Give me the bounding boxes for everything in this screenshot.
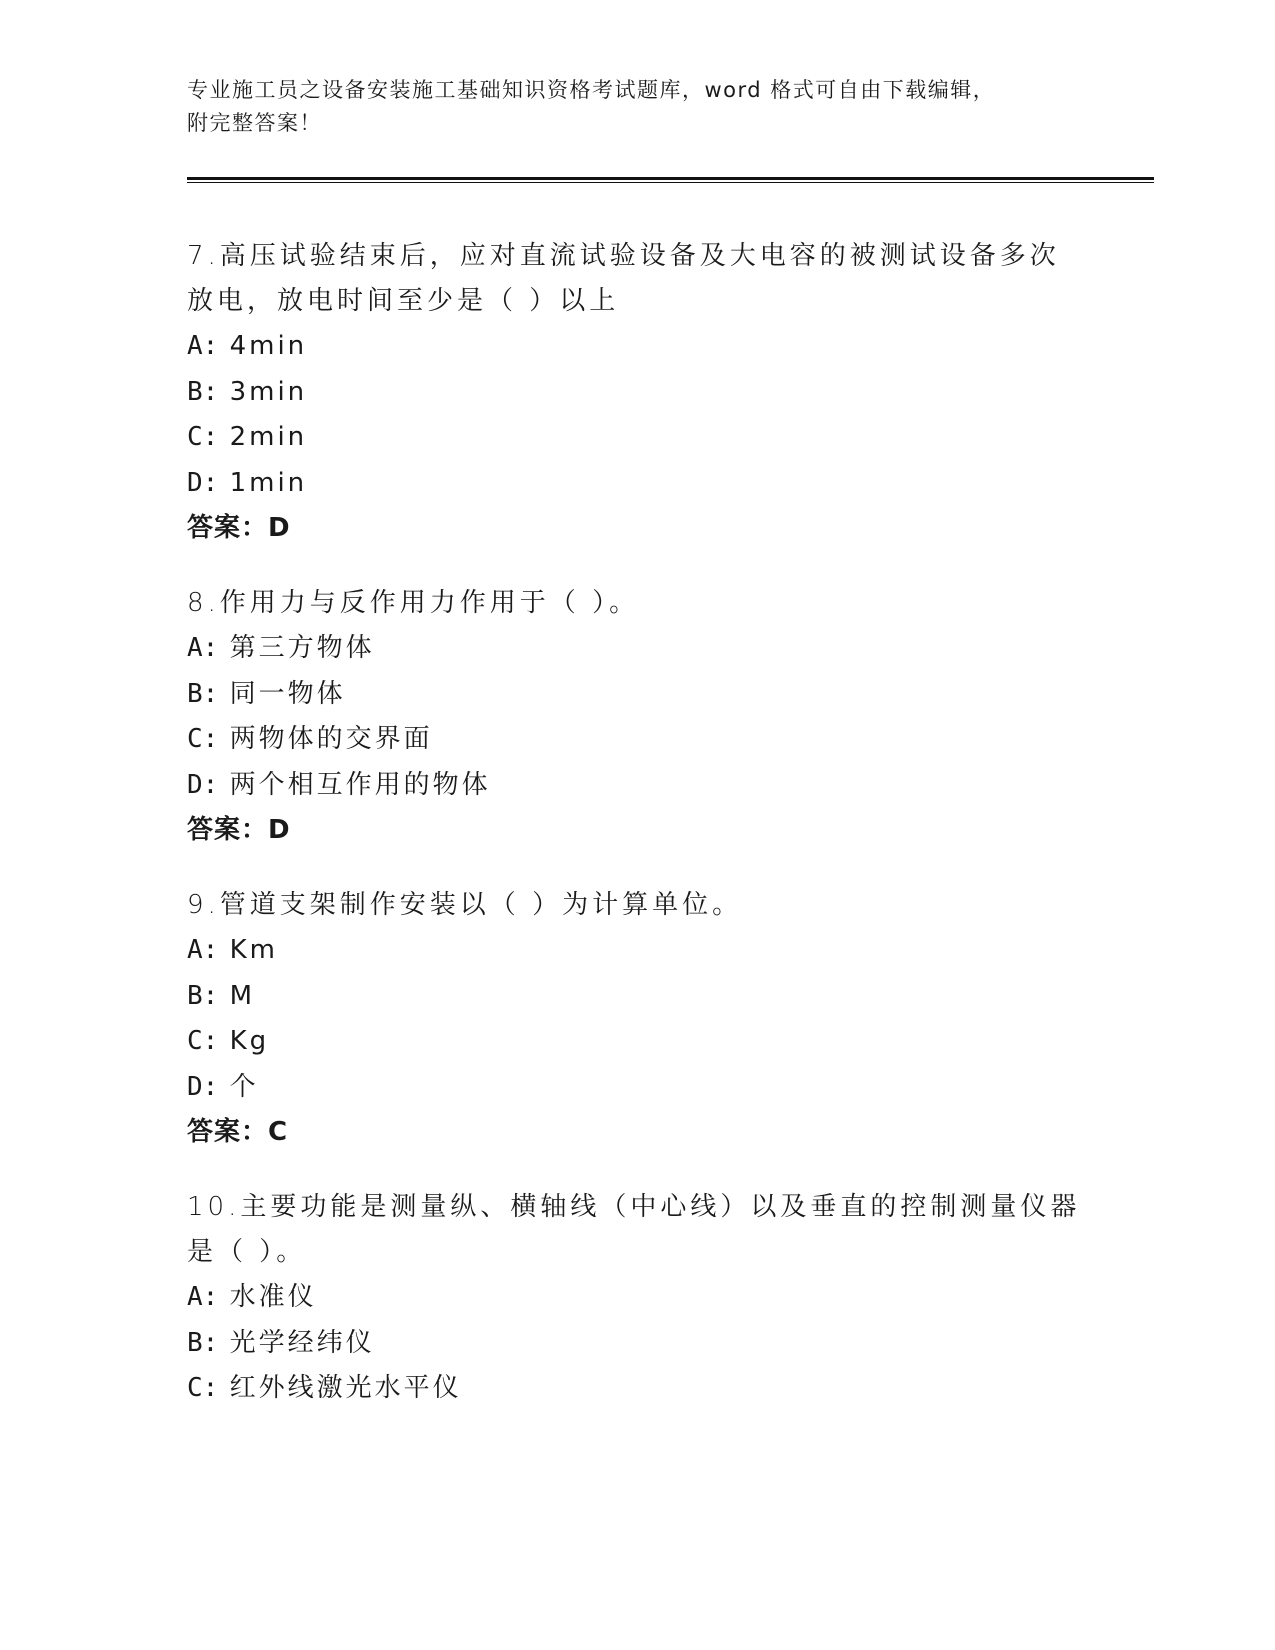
option-text: 水准仪: [229, 1282, 317, 1312]
option-c: [187, 415, 1087, 461]
option-text: 3min: [229, 376, 308, 407]
answer-label: 答案：D: [187, 513, 291, 543]
option-text: M: [229, 980, 256, 1011]
option-text: 第三方物体: [229, 633, 375, 663]
question-stem: 8.作用力与反作用力作用于（ ）。: [187, 588, 640, 618]
question-9: [187, 883, 1087, 1155]
option-text: 光学经纬仪: [229, 1327, 375, 1358]
option-c: [187, 717, 1087, 763]
answer-label: 答案：D: [187, 815, 291, 845]
option-letter: B:: [187, 1327, 219, 1358]
option-text: 红外线激光水平仪: [229, 1373, 462, 1403]
option-d: [187, 763, 1087, 809]
question-8: [187, 581, 1087, 853]
option-b: [187, 672, 1087, 718]
header-divider-thin: [187, 182, 1154, 183]
option-text: 1min: [229, 467, 308, 498]
option-text: 同一物体: [229, 678, 346, 709]
option-text: 两个相互作用的物体: [229, 769, 491, 800]
option-c: [187, 1019, 1087, 1065]
option-letter: B:: [187, 678, 219, 709]
question-10: [187, 1185, 1087, 1412]
option-letter: D:: [187, 769, 219, 800]
option-a: [187, 324, 1087, 370]
option-text: Kg: [229, 1026, 270, 1056]
option-text: 个: [229, 1071, 259, 1102]
option-text: 两物体的交界面: [229, 724, 433, 754]
option-letter: A:: [187, 935, 219, 965]
option-b: [187, 370, 1087, 416]
question-stem: 9.管道支架制作安装以（ ）为计算单位。: [187, 890, 743, 920]
header-line-2: 附完整答案！: [187, 111, 322, 135]
option-d: [187, 1065, 1087, 1111]
option-letter: D:: [187, 467, 219, 498]
option-letter: D:: [187, 1071, 219, 1102]
question-stem: 10.主要功能是测量纵、横轴线（中心线）以及垂直的控制测量仪器是（ ）。: [187, 1192, 1081, 1267]
option-d: [187, 461, 1087, 507]
option-a: [187, 1275, 1087, 1321]
header-divider-thick: [187, 177, 1154, 180]
option-letter: C:: [187, 1026, 219, 1056]
option-letter: A:: [187, 331, 219, 361]
option-b: [187, 974, 1087, 1020]
option-c: [187, 1366, 1087, 1412]
option-b: [187, 1321, 1087, 1367]
question-7: [187, 234, 1087, 551]
option-text: 2min: [229, 422, 308, 452]
option-letter: C:: [187, 422, 219, 452]
answer-label: 答案：C: [187, 1117, 289, 1147]
option-a: [187, 626, 1087, 672]
option-text: Km: [229, 935, 278, 965]
option-letter: C:: [187, 1373, 219, 1403]
document-header: [187, 74, 1087, 140]
question-list: [187, 234, 1087, 1442]
question-stem: 7.高压试验结束后，应对直流试验设备及大电容的被测试设备多次放电，放电时间至少是（ ）以上: [187, 241, 1060, 316]
header-line-1: 专业施工员之设备安装施工基础知识资格考试题库，word 格式可自由下载编辑，: [187, 78, 996, 102]
option-letter: A:: [187, 1282, 219, 1312]
option-text: 4min: [229, 331, 308, 361]
option-letter: C:: [187, 724, 219, 754]
option-letter: B:: [187, 980, 219, 1011]
option-letter: B:: [187, 376, 219, 407]
option-a: [187, 928, 1087, 974]
option-letter: A:: [187, 633, 219, 663]
